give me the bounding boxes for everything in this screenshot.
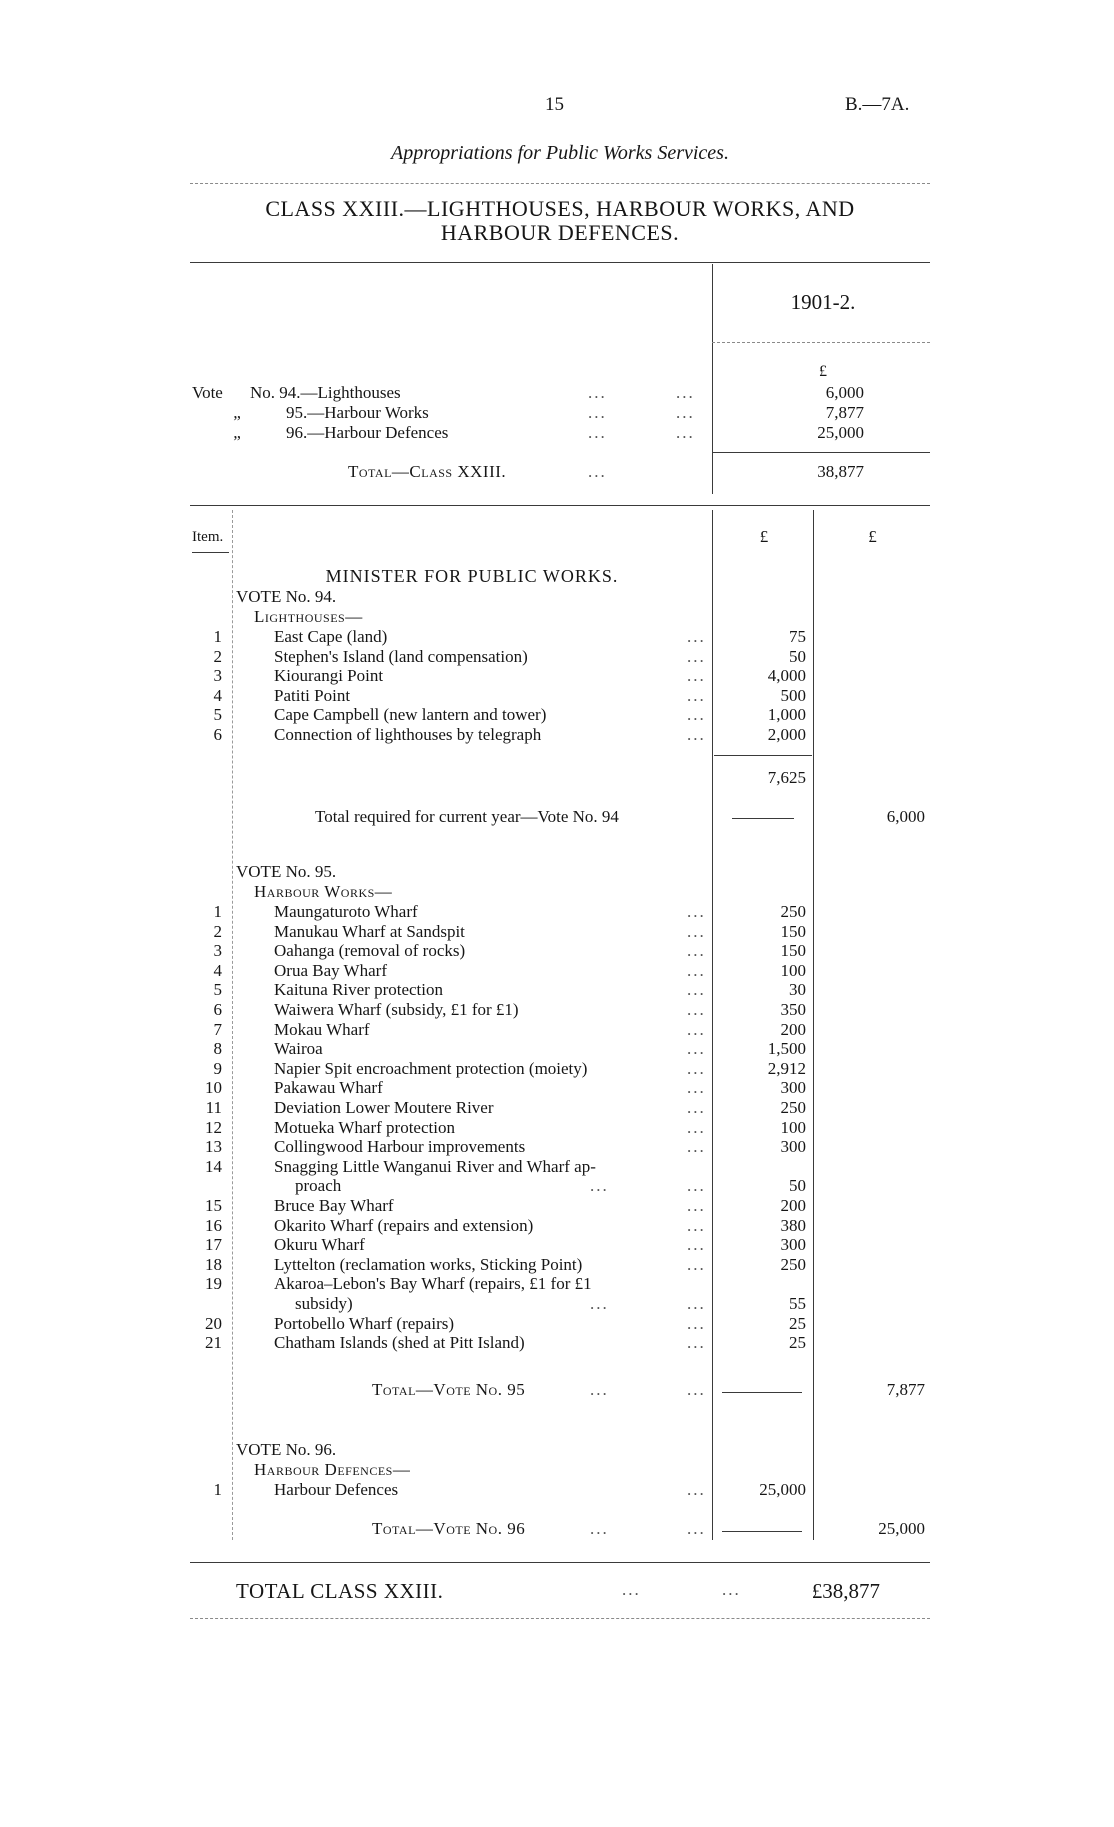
item-number: 14 <box>205 1156 222 1176</box>
item-description: Portobello Wharf (repairs) <box>274 1313 455 1333</box>
leader-dots: ... <box>687 1098 706 1117</box>
summary-vote-name: No. 94.—Lighthouses <box>250 383 401 402</box>
summary-vote-name: 95.—Harbour Works <box>286 403 429 422</box>
item-amount: 30 <box>789 980 806 1000</box>
summary-vote-amount: 6,000 <box>825 383 864 402</box>
item-description: Napier Spit encroachment protection (moiety) <box>274 1058 588 1078</box>
item-description-continued: subsidy) <box>295 1294 353 1313</box>
item-amount: 1,500 <box>767 1039 806 1059</box>
item-number: 15 <box>205 1196 222 1215</box>
item-amount: 300 <box>780 1137 806 1157</box>
dash-rule <box>732 818 794 819</box>
leader-dots: ... <box>687 1294 706 1313</box>
leader-dots: ... <box>687 1380 706 1399</box>
summary-year: 1901-2. <box>790 290 856 314</box>
item-description: Mokau Wharf <box>274 1019 370 1039</box>
summary-vote-prefix: Vote <box>192 383 223 402</box>
leader-dots: ... <box>687 1039 706 1059</box>
summary-currency: £ <box>819 363 827 380</box>
item-description: Snagging Little Wanganui River and Wharf ap- <box>274 1156 596 1176</box>
item-amount: 25 <box>789 1333 806 1353</box>
leader-dots: ... <box>687 1333 706 1353</box>
item-description: Connection of lighthouses by telegraph <box>274 725 542 744</box>
vote-95-total-amount: 7,877 <box>886 1380 925 1399</box>
divider <box>190 262 930 263</box>
item-amount: 25 <box>789 1313 806 1333</box>
item-description-continued: proach <box>295 1176 342 1196</box>
item-description: Chatham Islands (shed at Pitt Island) <box>274 1333 525 1353</box>
leader-dots: ... <box>687 1058 706 1078</box>
document-reference: B.—7A. <box>845 94 910 115</box>
leader-dots: ... <box>687 725 706 744</box>
item-amount: 250 <box>780 902 806 921</box>
item-number: 12 <box>205 1117 222 1137</box>
vote-96-total-amount: 25,000 <box>878 1519 925 1538</box>
item-column-header: Item. <box>192 529 224 545</box>
dash-rule <box>722 1392 802 1393</box>
item-description: Okuru Wharf <box>274 1235 365 1255</box>
leader-dots: ... <box>687 1176 706 1196</box>
item-amount: 200 <box>780 1019 806 1039</box>
item-number: 3 <box>213 941 222 961</box>
item-amount: 75 <box>789 627 806 646</box>
summary-total-label: Total—Class XXIII. <box>348 462 507 481</box>
item-amount: 200 <box>780 1196 806 1215</box>
divider <box>190 505 930 506</box>
item-amount-currency: £ <box>759 527 769 546</box>
item-amount: 2,912 <box>767 1058 806 1078</box>
item-amount: 500 <box>780 685 806 705</box>
item-description: Lyttelton (reclamation works, Sticking Point) <box>274 1254 583 1274</box>
item-number: 2 <box>213 646 222 666</box>
item-amount: 150 <box>780 941 806 961</box>
item-amount: 380 <box>780 1215 806 1235</box>
item-number: 1 <box>213 1480 222 1499</box>
dash-rule <box>722 1531 802 1532</box>
item-number: 3 <box>213 666 222 686</box>
leader-dots: ... <box>687 921 706 941</box>
page-number: 15 <box>545 94 564 115</box>
item-number: 19 <box>205 1274 222 1294</box>
vote-95-total-label: Total—Vote No. 95 <box>372 1380 526 1399</box>
vote-96-heading: Harbour Defences— <box>254 1460 411 1479</box>
item-description: Bruce Bay Wharf <box>274 1196 394 1215</box>
item-number: 8 <box>213 1039 222 1059</box>
vote-94-total-label: Total required for current year—Vote No. 94 <box>315 807 619 826</box>
item-number: 1 <box>213 902 222 921</box>
leader-dots: ... <box>687 1196 706 1215</box>
leader-dots: ... <box>687 1137 706 1157</box>
item-number: 5 <box>213 705 222 725</box>
item-amount: 250 <box>780 1098 806 1117</box>
item-description: Maungaturoto Wharf <box>274 902 418 921</box>
item-description: Manukau Wharf at Sandspit <box>274 921 465 941</box>
leader-dots: ... <box>590 1380 609 1399</box>
summary-vote-prefix: „ <box>233 423 241 442</box>
item-number: 20 <box>205 1313 222 1333</box>
page-subtitle: Appropriations for Public Works Services. <box>391 142 729 164</box>
leader-dots: ... <box>722 1580 741 1599</box>
item-description: Motueka Wharf protection <box>274 1117 455 1137</box>
leader-dots: ... <box>687 1019 706 1039</box>
vote-94-heading: Lighthouses— <box>254 607 363 626</box>
leader-dots: ... <box>588 403 607 422</box>
item-amount: 350 <box>780 1000 806 1019</box>
leader-dots: ... <box>687 666 706 686</box>
item-description: Waiwera Wharf (subsidy, £1 for £1) <box>274 1000 519 1019</box>
divider <box>190 1562 930 1563</box>
leader-dots: ... <box>687 1313 706 1333</box>
leader-dots: ... <box>687 1078 706 1098</box>
item-number: 11 <box>205 1098 222 1117</box>
leader-dots: ... <box>687 1480 706 1499</box>
item-number: 21 <box>205 1333 222 1353</box>
vote-94-title: VOTE No. 94. <box>236 587 337 606</box>
item-amount: 50 <box>789 646 806 666</box>
item-description: Okarito Wharf (repairs and extension) <box>274 1215 534 1235</box>
summary-vote-amount: 25,000 <box>817 423 864 442</box>
item-number: 16 <box>205 1215 222 1235</box>
divider <box>712 342 930 343</box>
class-title-continued: HARBOUR DEFENCES. <box>440 220 680 245</box>
vote-94-subtotal: 7,625 <box>767 768 806 787</box>
item-description: East Cape (land) <box>274 627 388 646</box>
total-column-rule <box>813 510 814 1540</box>
item-description: Pakawau Wharf <box>274 1078 383 1098</box>
item-amount: 300 <box>780 1235 806 1255</box>
item-amount: 50 <box>789 1176 806 1196</box>
grand-total-label: TOTAL CLASS XXIII. <box>236 1579 444 1603</box>
vote-96-total-label: Total—Vote No. 96 <box>372 1519 526 1538</box>
leader-dots: ... <box>687 646 706 666</box>
leader-dots: ... <box>687 902 706 921</box>
item-number: 1 <box>213 627 222 646</box>
item-description: Kiourangi Point <box>274 666 384 686</box>
item-amount: 55 <box>789 1294 806 1313</box>
summary-vote-amount: 7,877 <box>825 403 864 422</box>
leader-dots: ... <box>676 403 695 422</box>
item-number: 17 <box>205 1235 222 1255</box>
item-amount: 100 <box>780 1117 806 1137</box>
vote-total-currency: £ <box>868 527 877 546</box>
item-description: Cape Campbell (new lantern and tower) <box>274 705 547 725</box>
item-number: 6 <box>213 1000 222 1019</box>
item-amount: 100 <box>780 960 806 980</box>
leader-dots: ... <box>590 1294 609 1313</box>
leader-dots: ... <box>687 1117 706 1137</box>
leader-dots: ... <box>687 705 706 725</box>
item-amount: 1,000 <box>767 705 806 725</box>
minister-heading: MINISTER FOR PUBLIC WORKS. <box>325 566 619 586</box>
vote-94-total-amount: 6,000 <box>886 807 925 826</box>
item-description: Akaroa–Lebon's Bay Wharf (repairs, £1 for £1 <box>274 1274 592 1294</box>
item-amount: 300 <box>780 1078 806 1098</box>
grand-total-amount: £38,877 <box>811 1579 880 1603</box>
divider <box>712 452 930 453</box>
item-number: 18 <box>205 1254 222 1274</box>
leader-dots: ... <box>687 1519 706 1538</box>
item-description: Patiti Point <box>274 685 351 705</box>
item-number: 4 <box>213 685 222 705</box>
item-number: 10 <box>205 1078 222 1098</box>
item-description: Harbour Defences <box>274 1480 399 1499</box>
leader-dots: ... <box>588 423 607 442</box>
divider <box>190 1618 930 1619</box>
vote-96-title: VOTE No. 96. <box>236 1440 337 1459</box>
leader-dots: ... <box>687 941 706 961</box>
item-amount: 250 <box>780 1254 806 1274</box>
item-number: 4 <box>213 960 222 980</box>
leader-dots: ... <box>687 1215 706 1235</box>
item-description: Collingwood Harbour improvements <box>274 1137 526 1157</box>
summary-vote-name: 96.—Harbour Defences <box>286 423 449 442</box>
item-amount: 4,000 <box>767 666 806 686</box>
item-number: 13 <box>205 1137 222 1157</box>
item-amount: 2,000 <box>767 725 806 744</box>
leader-dots: ... <box>687 1235 706 1255</box>
leader-dots: ... <box>588 462 607 481</box>
item-description: Deviation Lower Moutere River <box>274 1098 494 1117</box>
divider <box>192 552 229 553</box>
leader-dots: ... <box>622 1580 641 1599</box>
item-number: 7 <box>213 1019 222 1039</box>
item-number: 5 <box>213 980 222 1000</box>
item-column-rule <box>232 510 233 1540</box>
leader-dots: ... <box>676 383 695 402</box>
leader-dots: ... <box>588 383 607 402</box>
divider <box>714 755 812 756</box>
item-number: 9 <box>213 1058 222 1078</box>
class-title: CLASS XXIII.—LIGHTHOUSES, HARBOUR WORKS, AND <box>265 196 855 221</box>
leader-dots: ... <box>676 423 695 442</box>
divider <box>190 183 930 184</box>
item-description: Wairoa <box>274 1039 323 1059</box>
vote-95-title: VOTE No. 95. <box>236 862 337 881</box>
item-description: Stephen's Island (land compensation) <box>274 646 528 666</box>
leader-dots: ... <box>687 685 706 705</box>
leader-dots: ... <box>687 980 706 1000</box>
item-number: 6 <box>213 725 222 744</box>
column-rule <box>712 264 713 494</box>
leader-dots: ... <box>687 627 706 646</box>
leader-dots: ... <box>687 1254 706 1274</box>
summary-total-amount: 38,877 <box>817 462 864 481</box>
item-amount: 150 <box>780 921 806 941</box>
amount-column-rule <box>712 510 713 1540</box>
leader-dots: ... <box>590 1519 609 1538</box>
vote-95-heading: Harbour Works— <box>254 882 393 901</box>
leader-dots: ... <box>687 960 706 980</box>
item-description: Oahanga (removal of rocks) <box>274 941 466 961</box>
item-description: Orua Bay Wharf <box>274 960 387 980</box>
item-number: 2 <box>213 921 222 941</box>
leader-dots: ... <box>590 1176 609 1196</box>
leader-dots: ... <box>687 1000 706 1019</box>
item-amount: 25,000 <box>759 1480 806 1499</box>
summary-vote-prefix: „ <box>233 403 241 422</box>
item-description: Kaituna River protection <box>274 980 444 1000</box>
